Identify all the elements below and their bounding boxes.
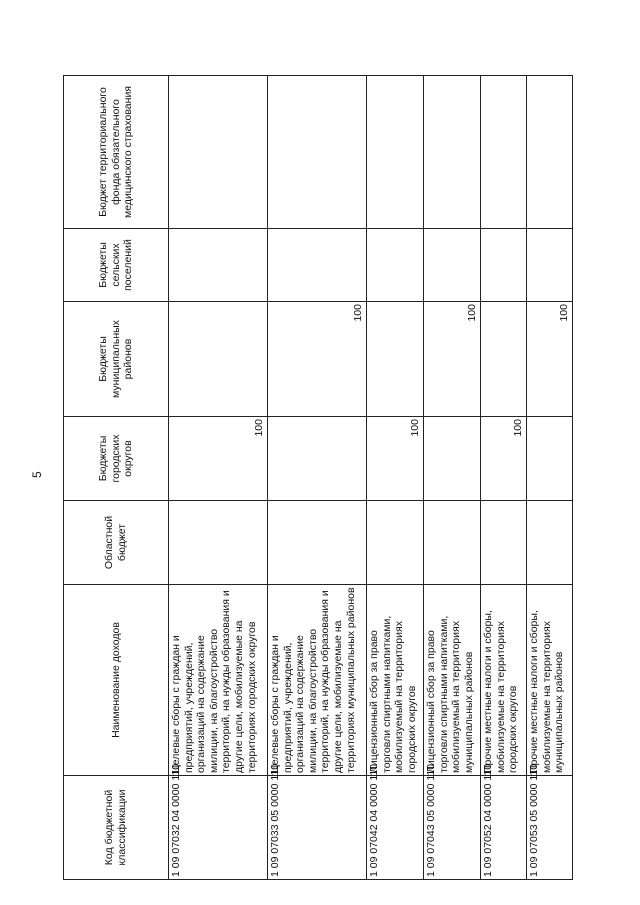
fund-cell <box>268 76 367 229</box>
rural-cell <box>527 229 573 302</box>
name-cell: Прочие местные налоги и сборы, мобилизуемые на территориях городских округов <box>481 585 527 776</box>
rural-cell <box>268 229 367 302</box>
code-cell: 1 09 07033 05 0000 110 <box>268 776 367 880</box>
municipal-cell <box>367 302 424 417</box>
name-cell: Целевые сборы с граждан и предприятий, учреждений, организаций на содержание милиции, на благоустройство территорий, на нужды образования и другие цели, мобилизуемые на территориях городских округов <box>169 585 268 776</box>
rural-cell <box>424 229 481 302</box>
rural-cell <box>481 229 527 302</box>
municipal-cell <box>169 302 268 417</box>
code-cell: 1 09 07042 04 0000 110 <box>367 776 424 880</box>
table-row <box>424 76 481 880</box>
regional-cell <box>268 501 367 585</box>
code-cell: 1 09 07052 04 0000 110 <box>481 776 527 880</box>
revenue-table <box>63 75 573 880</box>
municipal-cell: 100 <box>527 302 573 417</box>
code-cell: 1 09 07043 05 0000 110 <box>424 776 481 880</box>
table-row <box>527 76 573 880</box>
municipal-cell <box>481 302 527 417</box>
header-rural: Бюджеты сельских поселений <box>64 229 169 302</box>
name-cell: Целевые сборы с граждан и предприятий, учреждений, организаций на содержание милиции, на благоустройство территорий, на нужды образования и другие цели, мобилизуемые на территориях муниципальных районов <box>268 585 367 776</box>
fund-cell <box>527 76 573 229</box>
city-cell: 100 <box>169 417 268 501</box>
regional-cell <box>169 501 268 585</box>
regional-cell <box>481 501 527 585</box>
municipal-cell: 100 <box>268 302 367 417</box>
fund-cell <box>169 76 268 229</box>
table-header-row <box>64 76 169 880</box>
table-row <box>481 76 527 880</box>
name-cell: Лицензионный сбор за право торговли спиртными напитками, мобилизуемый на территориях муниципальных районов <box>424 585 481 776</box>
name-cell: Прочие местные налоги и сборы, мобилизуемые на территориях муниципальных районов <box>527 585 573 776</box>
municipal-cell: 100 <box>424 302 481 417</box>
table-row <box>268 76 367 880</box>
table-row <box>367 76 424 880</box>
rural-cell <box>169 229 268 302</box>
code-cell: 1 09 07032 04 0000 110 <box>169 776 268 880</box>
city-cell <box>424 417 481 501</box>
header-municipal: Бюджеты муниципальных районов <box>64 302 169 417</box>
city-cell: 100 <box>481 417 527 501</box>
header-regional: Областной бюджет <box>64 501 169 585</box>
header-code: Код бюджетной классификации <box>64 776 169 880</box>
city-cell <box>527 417 573 501</box>
page-number: 5 <box>30 471 44 478</box>
fund-cell <box>424 76 481 229</box>
city-cell <box>268 417 367 501</box>
regional-cell <box>527 501 573 585</box>
regional-cell <box>424 501 481 585</box>
header-name: Наименование доходов <box>64 585 169 776</box>
header-fund: Бюджет территориального фонда обязательного медицинского страхования <box>64 76 169 229</box>
rotated-table-container <box>63 76 571 880</box>
rural-cell <box>367 229 424 302</box>
city-cell: 100 <box>367 417 424 501</box>
name-cell: Лицензионный сбор за право торговли спиртными напитками, мобилизуемый на территориях городских округов <box>367 585 424 776</box>
table-row <box>169 76 268 880</box>
header-city: Бюджеты городских округов <box>64 417 169 501</box>
fund-cell <box>481 76 527 229</box>
regional-cell <box>367 501 424 585</box>
fund-cell <box>367 76 424 229</box>
code-cell: 1 09 07053 05 0000 110 <box>527 776 573 880</box>
